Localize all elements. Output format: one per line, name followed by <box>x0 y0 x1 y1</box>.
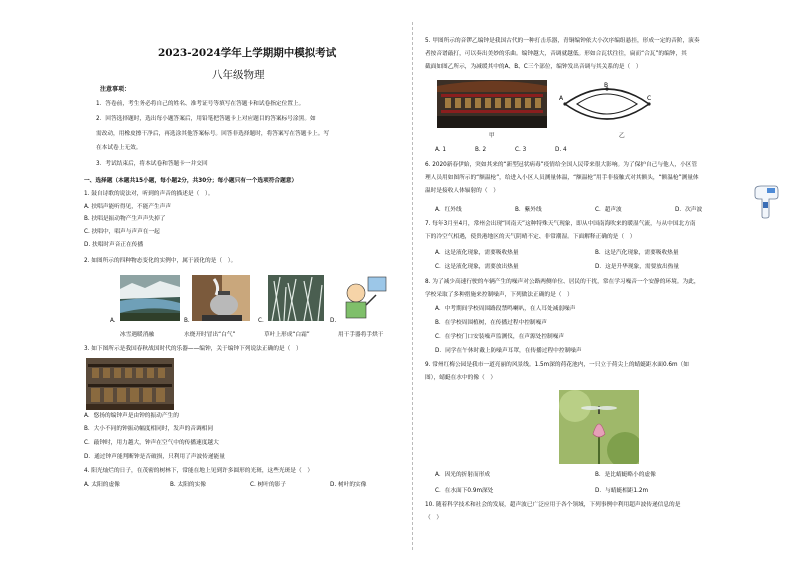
point-label: B <box>604 82 609 89</box>
answer-option: C. 3 <box>515 147 527 153</box>
exam-title: 2023-2024学年上学期期中模拟考试 <box>158 47 337 59</box>
answer-option: B. 2 <box>475 147 487 153</box>
question-stem: 1. 鼓自诗歌的说法对，听到的声音的描述是（ ）。 <box>84 191 214 197</box>
notice-line: 1．答卷前，考生务必将自己的姓名、准考证号等填写在答题卡和试卷指定位置上。 <box>96 101 305 107</box>
question-stem: （ ） <box>425 515 443 521</box>
answer-option: A．悠扬的编钟声是由钟的振动产生的 <box>84 413 179 419</box>
image-caption: 水烧开时冒出“白气” <box>184 332 236 338</box>
exam-subject: 八年级物理 <box>212 69 265 81</box>
question-stem: 3. 如下图所示是我国春秋战国时代的乐器——编钟，关于编钟下列说法正确的是（ ） <box>84 346 302 352</box>
answer-option: A. 1 <box>435 147 447 153</box>
answer-option: B．紫外线 <box>515 207 542 213</box>
question-stem: 截面如图乙所示，为减缓其中的A、B、C三个部位，编钟发出音调与其关系的是（ ） <box>425 64 642 70</box>
question-stem: 理人员用如图所示的“额温枪”，给进入小区人员测量体温，“额温枪”用手非接触式对其额头，“额温枪”测量体 <box>425 175 699 181</box>
answer-option: D．通过钟声能判断钟是否破损，只利用了声波传递能量 <box>84 454 225 460</box>
figure-label-jia: 甲 <box>489 133 495 139</box>
answer-option: B. 扶唱是振动物产生声声失掉了 <box>84 216 166 222</box>
notice-heading: 注意事项： <box>100 86 131 93</box>
answer-option: A．红外线 <box>435 207 462 213</box>
answer-option: B．是比蜻蜓略小的虚像 <box>595 472 656 478</box>
hand-dryer-image <box>338 275 390 321</box>
option-letter: B. <box>184 318 190 324</box>
answer-option: A．因光的折射而形成 <box>435 472 491 478</box>
answer-option: A. 扶唱声能听得见，不能产生声声 <box>84 204 172 210</box>
question-stem: 下的冷空气相遇，使贵港地区的天气阴晴不定、非常潮湿。下面解释正确的是（ ） <box>425 234 636 240</box>
answer-option: B．这是汽化现象，需要吸收热量 <box>595 250 679 256</box>
question-stem: 学校采取了多种措施来控制噪声，下列做法正确的是（ ） <box>425 292 573 298</box>
answer-option: D．这是升华现象，需要放出热量 <box>595 264 680 270</box>
answer-option: C. 扶唱中，唱声与声声在一起 <box>84 229 160 235</box>
notice-line: 在本试卷上无效。 <box>96 145 142 151</box>
point-label: A <box>559 95 564 102</box>
thermometer-gun-image <box>753 184 779 220</box>
column-divider <box>412 22 413 550</box>
question-stem: 者按音谱敲打，可以奏出美妙的乐曲。编钟越大，音调就越低。形如合瓦状往往，扁而“合瓦”的编钟，其 <box>425 51 687 57</box>
answer-option: A．中考期间学校周围路段禁鸣喇叭，在人耳处减弱噪声 <box>435 306 576 312</box>
point-label: C <box>647 95 652 102</box>
notice-line: 2．回答选择题时，选出每小题答案后，用铅笔把答题卡上对应题目的答案标号涂黑。如 <box>96 116 316 122</box>
melting-snow-image <box>120 275 180 321</box>
bianzhong-bells-image <box>86 358 174 410</box>
image-caption: 草叶上形成“白霜” <box>264 332 310 338</box>
answer-option: B．在学校周围植树，在传播过程中控制噪声 <box>435 320 547 326</box>
question-stem: 9. 常州红梅公园是我市一道亮丽的风景线。1.5m深的荷花池内，一只立于荷尖上的蜻蜓距水面0.6m（如 <box>425 362 689 368</box>
question-stem: 图），蜻蜓在水中的像（ ） <box>425 375 497 381</box>
question-stem: 4. 阳光灿烂的日子，在茂密的树林下，常能在地上见到许多圆形的光斑，这些光斑是（ ） <box>84 468 314 474</box>
answer-option: B．大小不同的钟振动幅度相同时，发声的音调相同 <box>84 426 214 432</box>
question-stem: 2. 如图所示的四种物态变化的实例中，属于液化的是（ ）。 <box>84 258 237 264</box>
answer-option: D．与蜻蜓相距1.2m <box>595 488 649 494</box>
answer-option: C．敲钟时，用力越大，钟声在空气中的传播速度越大 <box>84 440 219 446</box>
answer-option: C．在学校门口安装噪声监测仪，在声源处控制噪声 <box>435 334 565 340</box>
dragonfly-lotus-image <box>559 390 639 464</box>
image-caption: 冰雪遇暖消融 <box>120 332 155 338</box>
answer-option: A．这是液化现象，需要吸收热量 <box>435 250 519 256</box>
kettle-image <box>192 275 250 321</box>
notice-line: 需改动，用橡皮擦干净后，再选涂其他答案标号。回答非选择题时，将答案写在答题卡上。写 <box>96 131 330 137</box>
answer-option: D. 4 <box>555 147 567 153</box>
answer-option: D. 扶唱时声音正在传播 <box>84 242 144 248</box>
answer-option: D. 树叶的实像 <box>330 482 367 488</box>
option-letter: C. <box>258 318 264 324</box>
answer-option: B. 太阳的实像 <box>170 482 206 488</box>
answer-option: D．同学在午休时戴上防噪声耳罩，在传播过程中控制噪声 <box>435 348 582 354</box>
bell-cross-section-yi <box>559 80 655 130</box>
option-letter: D. <box>330 318 337 324</box>
question-stem: 5. 甲图所示的音锣乙编钟是我国古代的一种打击乐器，青铜编钟依大小次序编组悬挂，形成一定的音阶，演奏 <box>425 38 700 44</box>
figure-label-yi: 乙 <box>619 133 625 139</box>
question-stem: 8. 为了减少高速行驶的车辆产生的噪声对公路两侧单位、居民的干扰，常在学习噪音一个安静的环境。为此， <box>425 279 700 285</box>
frost-grass-image <box>268 275 324 321</box>
answer-option: C．在水面下0.9m深处 <box>435 488 494 494</box>
option-letter: A. <box>110 318 116 324</box>
notice-line: 3．考试结束后，将本试卷和答题卡一并交回 <box>96 161 208 167</box>
answer-option: C．这是液化现象，需要放出热量 <box>435 264 519 270</box>
right-column <box>423 0 768 562</box>
left-column <box>80 0 400 562</box>
answer-option: C．超声波 <box>595 207 622 213</box>
answer-option: D．次声波 <box>675 207 703 213</box>
answer-option: C. 树叶的影子 <box>250 482 287 488</box>
question-stem: 温时是接收人体辐射的（ ） <box>425 188 499 194</box>
image-caption: 用干手器将手烘干 <box>338 332 384 338</box>
answer-option: A. 太阳的虚像 <box>84 482 120 488</box>
section-heading: 一、选择题（本题共15小题，每小题2分，共30分；每小题只有一个选项符合题意） <box>84 178 298 184</box>
question-stem: 6. 2020新春伊始，突如其来的“新型冠状病毒”疫情给全国人民带来很大影响。为了保护自己与他人，小区管 <box>425 162 698 168</box>
question-stem: 7. 每年3月至4月，常州会出现“回南天”这种特殊天气现象，即从中国南海吹来的暖湿气流，与从中国北方南 <box>425 221 696 227</box>
bianzhong-photo-jia <box>437 80 547 128</box>
question-stem: 10. 随着科学技术和社会的发展，超声波已广泛应用于各个领域，下列事例中利用超声波传递信息的是 <box>425 502 681 508</box>
